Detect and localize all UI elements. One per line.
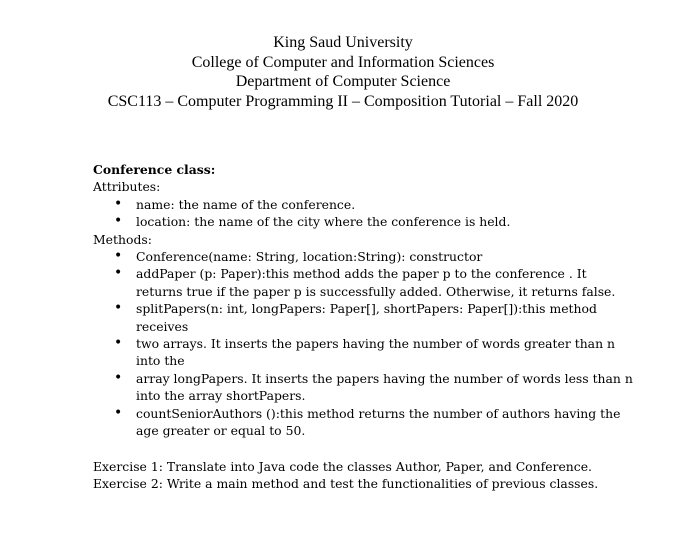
document-header xyxy=(0,33,686,111)
method-item: • splitPapers(n: int, longPapers: Paper[], shortPapers: Paper[]):this method receives xyxy=(93,300,633,335)
attributes-list xyxy=(93,196,633,231)
methods-list xyxy=(93,248,633,439)
exercise-item: Exercise 1: Translate into Java code the classes Author, Paper, and Conference. xyxy=(93,458,592,474)
exercises-block xyxy=(93,458,633,493)
method-item: • addPaper (p: Paper):this method adds the paper p to the conference . It returns true if the paper p is successfully added. Otherwise, it returns false. xyxy=(93,265,633,300)
method-item: • countSeniorAuthors ():this method returns the number of authors having the age greater or equal to 50. xyxy=(93,405,633,440)
document-body xyxy=(93,161,633,492)
college-name: College of Computer and Information Sciences xyxy=(191,53,495,71)
method-item: • two arrays. It inserts the papers having the number of words greater than n into the xyxy=(93,335,633,370)
attributes-label: Attributes: xyxy=(93,179,161,195)
methods-label: Methods: xyxy=(93,231,152,247)
attribute-item: • location: the name of the city where the conference is held. xyxy=(93,213,633,230)
course-line: CSC113 – Computer Programming II – Composition Tutorial – Fall 2020 xyxy=(107,92,579,110)
method-item: • array longPapers. It inserts the papers having the number of words less than n into the array shortPapers. xyxy=(93,370,633,405)
exercise-item: Exercise 2: Write a main method and test the functionalities of previous classes. xyxy=(93,475,599,491)
conference-class-title: Conference class: xyxy=(93,162,216,177)
method-item: • Conference(name: String, location:String): constructor xyxy=(93,248,633,265)
attribute-item: • name: the name of the conference. xyxy=(93,196,633,213)
department-name: Department of Computer Science xyxy=(235,73,451,90)
university-name: King Saud University xyxy=(273,34,413,51)
